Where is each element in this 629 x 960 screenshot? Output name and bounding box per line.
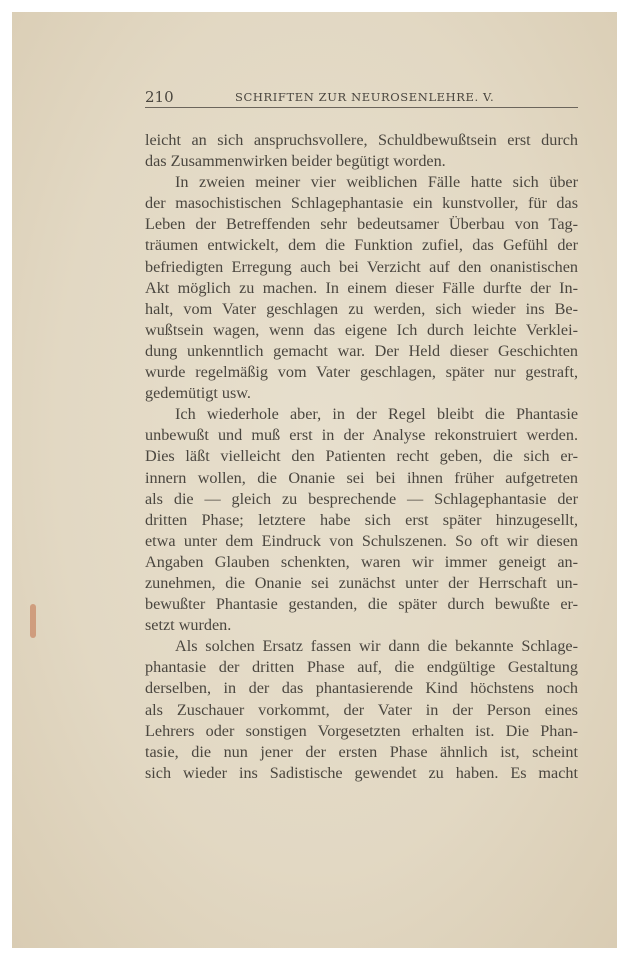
paragraph [145, 636, 578, 784]
text-line: gedemütigt usw. [145, 384, 251, 403]
text-line: Dies läßt vielleicht den Patienten recht geben, die sich er- [145, 447, 578, 466]
text-line: als Zuschauer vorkommt, der Vater in der Person eines [145, 700, 578, 719]
text-line: dritten Phase; letztere habe sich erst später hinzugesellt, [145, 510, 578, 529]
text-line: unbewußt und muß erst in der Analyse rekonstruiert werden. [145, 426, 578, 445]
text-line: innern wollen, die Onanie sei bei ihnen früher aufgetreten [145, 468, 578, 487]
text-line: phantasie der dritten Phase auf, die endgültige Gestaltung [145, 658, 578, 677]
text-line: der masochistischen Schlagephantasie ein kunstvoller, für das [145, 194, 578, 213]
text-line: sich wieder ins Sadistische gewendet zu haben. Es macht [145, 763, 578, 782]
text-line: befriedigten Erregung auch bei Verzicht auf den onanistischen [145, 257, 578, 276]
text-line: das Zusammenwirken beider begütigt worden. [145, 152, 446, 171]
paragraph [145, 130, 578, 172]
text-line: leicht an sich anspruchsvollere, Schuldbewußtsein erst durch [145, 131, 578, 149]
text-line: dung unkenntlich gemacht war. Der Held dieser Geschichten [145, 341, 578, 360]
text-line: zunehmen, die Onanie sei zunächst unter der Herrschaft un- [145, 573, 578, 592]
paragraph [145, 404, 578, 636]
page-header [145, 88, 578, 108]
page-number: 210 [145, 88, 174, 106]
paper-stain [30, 604, 36, 638]
text-line: Lehrers oder sonstigen Vorgesetzten erhalten ist. Die Phan- [145, 721, 578, 740]
text-line: Ich wiederhole aber, in der Regel bleibt die Phantasie [175, 405, 578, 424]
text-line: wurde regelmäßig vom Vater geschlagen, später nur gestraft, [145, 363, 578, 382]
text-line: träumen entwickelt, dem die Funktion zufiel, das Gefühl der [145, 236, 578, 255]
text-line: als die — gleich zu besprechende — Schlagephantasie der [145, 489, 578, 508]
text-line: etwa unter dem Eindruck von Schulszenen. So oft wir diesen [145, 531, 578, 550]
text-line: Akt möglich zu machen. In einem dieser Fälle durfte der In- [145, 278, 578, 297]
text-line: setzt wurden. [145, 616, 232, 635]
body-text [145, 130, 578, 784]
paragraph [145, 172, 578, 404]
text-line: halt, vom Vater geschlagen zu werden, sich wieder ins Be- [145, 299, 578, 318]
text-line: In zweien meiner vier weiblichen Fälle hatte sich über [175, 173, 578, 192]
text-line: Angaben Glauben schenkten, waren wir immer geneigt an- [145, 552, 578, 571]
text-line: Leben der Betreffenden sehr bedeutsamer Überbau von Tag- [145, 215, 578, 234]
text-line: bewußter Phantasie gestanden, die später durch bewußte er- [145, 595, 578, 614]
text-line: Als solchen Ersatz fassen wir dann die bekannte Schlage- [175, 637, 578, 656]
text-line: tasie, die nun jener der ersten Phase ähnlich ist, scheint [145, 742, 578, 761]
text-line: wußtsein wagen, wenn das eigene Ich durch leichte Verklei- [145, 320, 578, 339]
running-title: SCHRIFTEN ZUR NEUROSENLEHRE. V. [235, 90, 495, 104]
text-line: derselben, in der das phantasierende Kind höchstens noch [145, 679, 578, 698]
